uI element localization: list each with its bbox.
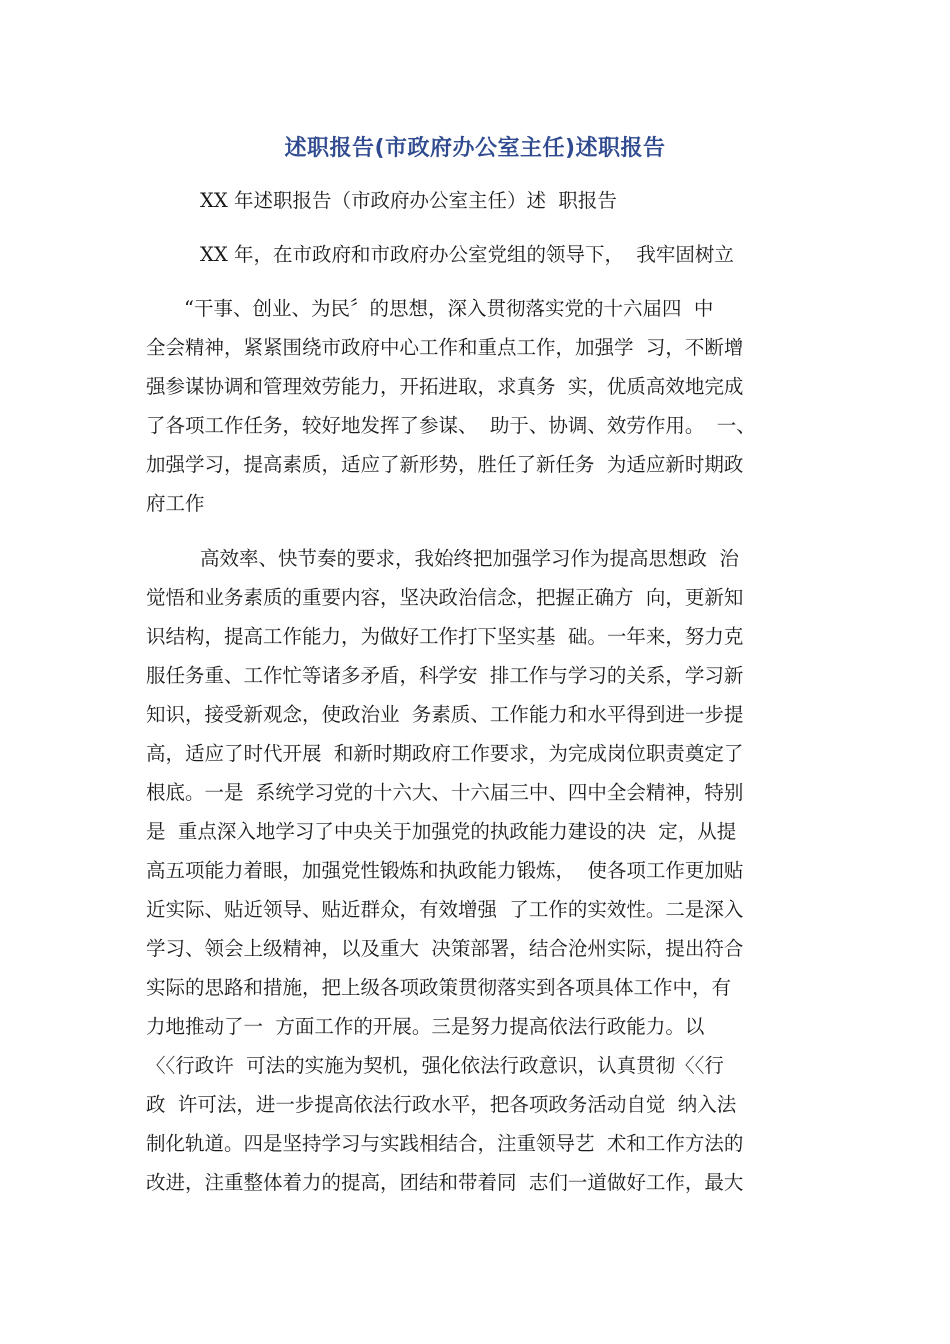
paragraph-line: 强参谋协调和管理效劳能力，开拓进取，求真务 实，优质高效地完成: [146, 375, 744, 398]
paragraph-line: 是 重点深入地学习了中央关于加强党的执政能力建设的决 定，从提: [146, 820, 737, 843]
paragraph-line: 府工作: [146, 492, 205, 515]
paragraph-line: 加强学习，提高素质，适应了新形势，胜任了新任务 为适应新时期政: [146, 453, 744, 476]
paragraph-line: 〈〈行政许 可法的实施为契机，强化依法行政意识，认真贯彻〈〈行: [146, 1054, 724, 1077]
paragraph-line: 高五项能力着眼，加强党性锻炼和执政能力锻炼， 使各项工作更加贴: [146, 859, 744, 882]
intro-line: XX 年，在市政府和市政府办公室党组的领导下， 我牢固树立: [200, 243, 734, 266]
paragraph-line: “干事、创业、为民〞的思想，深入贯彻落实党的十六届四 中: [184, 297, 714, 320]
paragraph-line: 实际的思路和措施，把上级各项政策贯彻落实到各项具体工作中，有: [146, 976, 732, 999]
paragraph-line: 改进，注重整体着力的提高，团结和带着同 志们一道做好工作，最大: [146, 1171, 744, 1194]
paragraph-line: 高效率、快节奏的要求，我始终把加强学习作为提高思想政 治: [200, 547, 739, 570]
paragraph-line: 觉悟和业务素质的重要内容，坚决政治信念，把握正确方 向，更新知: [146, 586, 744, 609]
paragraph-line: 近实际、贴近领导、贴近群众，有效增强 了工作的实效性。二是深入: [146, 898, 744, 921]
paragraph-line: 政 许可法，进一步提高依法行政水平，把各项政务活动自觉 纳入法: [146, 1093, 737, 1116]
document-subtitle: XX 年述职报告（市政府办公室主任）述 职报告: [200, 189, 617, 212]
paragraph-line: 全会精神，紧紧围绕市政府中心工作和重点工作，加强学 习，不断增: [146, 336, 744, 359]
paragraph-line: 力地推动了一 方面工作的开展。三是努力提高依法行政能力。以: [146, 1015, 705, 1038]
paragraph-line: 服任务重、工作忙等诸多矛盾，科学安 排工作与学习的关系，学习新: [146, 664, 744, 687]
paragraph-line: 学习、领会上级精神，以及重大 决策部署，结合沧州实际，提出符合: [146, 937, 744, 960]
paragraph-line: 知识，接受新观念，使政治业 务素质、工作能力和水平得到进一步提: [146, 703, 744, 726]
paragraph-line: 识结构，提高工作能力，为做好工作打下坚实基 础。一年来，努力克: [146, 625, 744, 648]
paragraph-line: 了各项工作任务，较好地发挥了参谋、 助于、协调、效劳作用。 一、: [146, 414, 756, 437]
paragraph-line: 制化轨道。四是坚持学习与实践相结合，注重领导艺 术和工作方法的: [146, 1132, 744, 1155]
paragraph-line: 根底。一是 系统学习党的十六大、十六届三中、四中全会精神，特别: [146, 781, 744, 804]
document-title: 述职报告(市政府办公室主任)述职报告: [284, 136, 666, 161]
paragraph-line: 高，适应了时代开展 和新时期政府工作要求，为完成岗位职责奠定了: [146, 742, 744, 765]
